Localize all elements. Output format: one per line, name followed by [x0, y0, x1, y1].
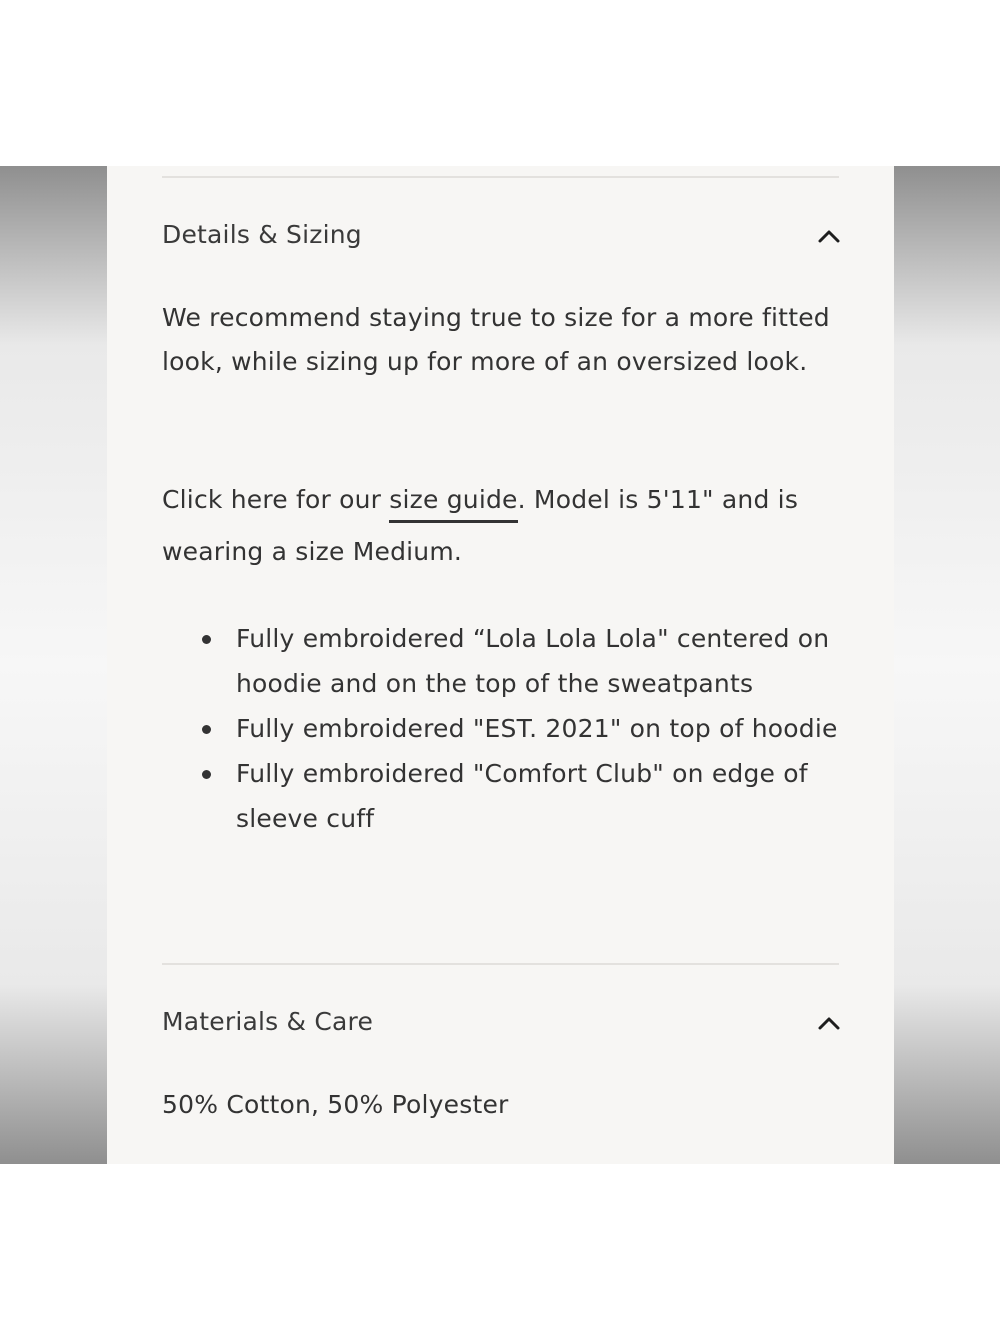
section-divider — [162, 963, 839, 965]
list-item — [162, 751, 842, 841]
list-item-text: Fully embroidered "EST. 2021" on top of hoodie — [236, 714, 838, 743]
materials-text: 50% Cotton, 50% Polyester — [162, 1090, 509, 1119]
chevron-up-icon[interactable] — [817, 1011, 841, 1035]
screen-frame — [0, 166, 1000, 1164]
bullet-dot — [202, 770, 211, 779]
size-guide-link[interactable]: size guide — [389, 485, 517, 523]
list-item-text: Fully embroidered “Lola Lola Lola" centered on hoodie and on the top of the sweatpants — [236, 624, 830, 698]
details-sizing-title[interactable]: Details & Sizing — [162, 220, 362, 249]
feature-list — [162, 616, 842, 841]
list-item — [162, 616, 842, 706]
model-size-text: . Model is 5'11" and is wearing a size Medium. — [162, 485, 799, 566]
size-guide-prefix: Click here for our — [162, 485, 390, 514]
top-divider — [162, 176, 839, 178]
materials-care-title[interactable]: Materials & Care — [162, 1007, 374, 1036]
chevron-up-icon[interactable] — [817, 224, 841, 248]
list-item — [162, 706, 842, 751]
list-item-text: Fully embroidered "Comfort Club" on edge of sleeve cuff — [236, 759, 808, 833]
sizing-recommendation-text: We recommend staying true to size for a more fitted look, while sizing up for more of an oversized look. — [162, 303, 830, 376]
bullet-dot — [202, 635, 211, 644]
product-info-panel — [107, 166, 894, 1164]
bullet-dot — [202, 725, 211, 734]
size-guide-paragraph — [162, 474, 852, 578]
